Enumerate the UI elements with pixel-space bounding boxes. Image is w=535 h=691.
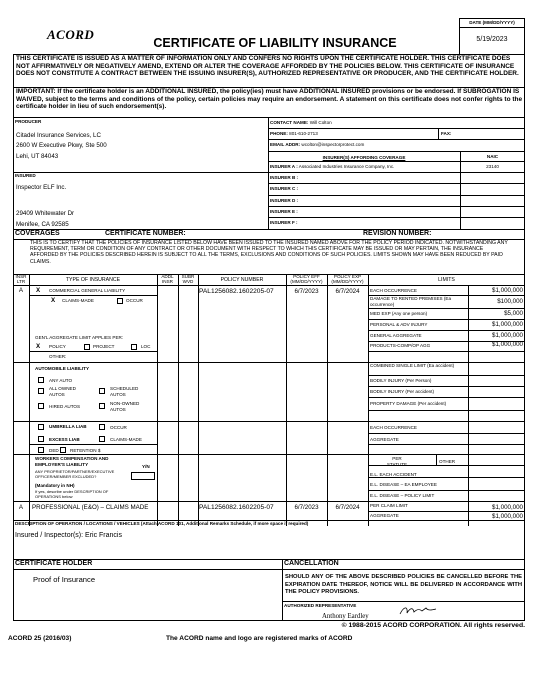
auto-hired-label: HIRED AUTOS (49, 404, 81, 409)
gl-occur-label: OCCUR (126, 298, 143, 303)
fax-label: FAX: (441, 131, 452, 136)
auto-non-owned-checkbox[interactable] (99, 403, 105, 409)
col-limits: LIMITS (438, 277, 455, 283)
cancellation-label: CANCELLATION (284, 560, 339, 567)
description-label: DESCRIPTION OF OPERATION / LOCATIONS / VEHICLES (Attach ACORD 101, Additional Remarks Schedule, if more space if required) (15, 521, 309, 526)
wc-limit-label: E.L. EACH ACCIDENT (370, 472, 417, 477)
insurer-c-label: INSURER C : (270, 186, 299, 191)
gl-limit-value: $1,000,000 (492, 341, 523, 348)
email-label: EMAIL ADDR: (270, 142, 301, 147)
important-notice: IMPORTANT: If the certificate holder is an ADDITIONAL INSURED, the policy(ies) must have ADDITIONAL INSURED provisions or be endorsed. If SUBROGATION IS WAIVED, subject to the terms and conditions of the policy, certain policies may require an endorsement. A statement on this certificate does not confer rights to the certificate holder in lieu of such endorsement(s). (16, 88, 523, 111)
email-value: wcolton@inspectorprotect.com (301, 142, 365, 147)
auto-any-label: ANY AUTO (49, 378, 73, 383)
gl-commercial-check: X (36, 287, 41, 294)
form-number: ACORD 25 (2016/03) (8, 635, 72, 642)
gl-limit-value: $1,000,000 (492, 321, 523, 328)
umbrella-occur-checkbox[interactable] (99, 424, 105, 430)
coverages-label: COVERAGES (15, 230, 60, 237)
coverages-statement: THIS IS TO CERTIFY THAT THE POLICIES OF INSURANCE LISTED BELOW HAVE BEEN ISSUED TO THE INSURED NAMED ABOVE FOR THE POLICY PERIOD INDICATED. NOTWITHSTANDING ANY REQUIREMENT, TERM OR CONDITION OF ANY CONTRACT OR OTHER DOCUMENT WITH RESPECT TO WHICH THIS CERTIFICATE MAY BE ISSUED OR MAY PERTAIN, THE INSURANCE AFFORDED BY THE POLICIES DESCRIBED HEREIN IS SUBJECT TO ALL THE TERMS, EXCLUSIONS AND CONDITIONS OF SUCH POLICIES. LIMITS SHOWN MAY HAVE BEEN REDUCED BY PAID CLAIMS. (30, 240, 508, 265)
contact-value: Will Colton (309, 120, 332, 125)
wc-limit-label: E.L. DISEASE – EA EMPLOYEE (370, 482, 437, 487)
authorized-rep-label: AUTHORIZED REPRESENTATIVE (284, 603, 357, 608)
acord-logo: ACORD (47, 27, 95, 42)
gl-limit-label: DAMAGE TO RENTED PREMISES (Ea occurrence) (370, 296, 452, 307)
signature-icon (398, 604, 438, 616)
insurer-a-value: Associated Industries Insurance Company, Inc. (298, 164, 395, 169)
gl-limit-label: PERSONAL & ADV INJURY (370, 322, 428, 327)
insurer-d-label: INSURER D : (270, 198, 299, 203)
excess-checkbox[interactable] (38, 436, 44, 442)
gl-commercial-label: COMMERCIAL GENERAL LIABILITY (49, 288, 126, 293)
umbrella-checkbox[interactable] (38, 424, 44, 430)
col-addl: ADDL INSR (161, 274, 174, 284)
col-type: TYPE OF INSURANCE (65, 277, 121, 283)
gl-limit-label: EACH OCCURRENCE (370, 288, 417, 293)
wc-other-label: OTHER (439, 459, 456, 464)
umbrella-limit-label: AGGREGATE (370, 437, 399, 442)
gl-project-label: PROJECT (93, 344, 115, 349)
gl-eff-date: 6/7/2023 (294, 288, 319, 295)
umbrella-claims-made-label: CLAIMS-MADE (110, 437, 142, 442)
description-text: Insured / Inspector(s): Eric Francis (15, 532, 122, 539)
wc-per-statute-label: PER STATUTE (386, 456, 408, 467)
wc-describe-label: If yes, describe under DESCRIPTION OF OPERATIONS below (35, 489, 109, 499)
insurer-f-label: INSURER F : (270, 220, 298, 225)
prof-limit-value: $1,000,000 (492, 504, 523, 511)
trademark-notice: The ACORD name and logo are registered marks of ACORD (166, 635, 353, 642)
insured-address-1: 29409 Whitewater Dr (16, 210, 75, 217)
gl-project-checkbox[interactable] (84, 344, 90, 350)
disclaimer-text: THIS CERTIFICATE IS ISSUED AS A MATTER OF INFORMATION ONLY AND CONFERS NO RIGHTS UPON THE CERTIFICATE HOLDER. THIS CERTIFICATE DOES NOT AFFIRMATIVELY OR NEGATIVELY AMEND, EXTEND OR ALTER THE COVERAGE AFFORDED BY THE POLICIES BELOW. THIS CERTIFICATE OF INSURANCE DOES NOT CONSTITUTE A CONTRACT BETWEEN THE ISSUING INSURER(S), AUTHORIZED REPRESENTATIVE OR PRODUCER, AND THE CERTIFICATE HOLDER. (16, 55, 519, 78)
gl-limit-value: $1,000,000 (492, 332, 523, 339)
auto-label: AUTOMOBILE LIABILITY (35, 366, 90, 371)
copyright: © 1988-2015 ACORD CORPORATION. All rights reserved. (341, 622, 525, 629)
page-title: CERTIFICATE OF LIABILITY INSURANCE (153, 36, 397, 50)
cancellation-text: SHOULD ANY OF THE ABOVE DESCRIBED POLICIES BE CANCELLED BEFORE THE EXPIRATION DATE THEREOF, NOTICE WILL BE DELIVERED IN ACCORDANCE WITH THE POLICY PROVISIONS. (285, 574, 522, 596)
gl-policy-label: POLICY (49, 344, 66, 349)
gl-loc-checkbox[interactable] (131, 344, 137, 350)
gl-limit-value: $1,000,000 (492, 287, 523, 294)
insurer-a (270, 164, 394, 170)
date-box (459, 18, 525, 55)
gl-other-label: OTHER: (49, 354, 67, 359)
insurer-a-naic: 23140 (486, 164, 499, 169)
insurers-heading: INSURER(S) AFFORDING COVERAGE (322, 155, 406, 160)
wc-yn-label: Y/N (142, 464, 150, 469)
wc-proprietor-label: ANY PROPRIETOR/PARTNER/EXECUTIVE OFFICER/MEMBER EXCLUDED? (35, 469, 115, 479)
gl-limit-label: PRODUCTS-COMP/OP AGG (370, 343, 431, 348)
certificate-number-label: CERTIFICATE NUMBER: (105, 230, 186, 237)
producer-name: Citadel Insurance Services, LC (16, 132, 101, 139)
prof-limit-value: $1,000,000 (492, 513, 523, 520)
insurer-a-label: INSURER A : (270, 164, 298, 169)
insurer-e-label: INSURER E : (270, 209, 298, 214)
wc-yn-box[interactable] (131, 472, 155, 480)
gl-limit-value: $100,000 (497, 298, 523, 305)
insurer-b-label: INSURER B : (270, 175, 299, 180)
gl-policy-number: PAL1256082.1602205-07 (199, 288, 274, 295)
contact-name (270, 120, 332, 126)
auto-scheduled-checkbox[interactable] (99, 388, 105, 394)
ded-checkbox[interactable] (38, 447, 44, 453)
auto-limit-label: BODILY INJURY (Per Person) (370, 378, 432, 383)
wc-limit-label: E.L. DISEASE – POLICY LIMIT (370, 493, 435, 498)
phone (270, 131, 318, 137)
col-subr: SUBR WVD (181, 274, 195, 284)
gl-limit-label: MED EXP (Any one person) (370, 311, 428, 316)
gl-policy-check: X (36, 343, 41, 350)
gl-limit-value: $5,000 (504, 310, 523, 317)
phone-value: 801-610-2713 (289, 131, 318, 136)
gl-loc-label: LOC (141, 344, 151, 349)
producer-label: PRODUCER (15, 119, 42, 124)
excess-label: EXCESS LIAB (49, 437, 80, 442)
contact-label: CONTACT NAME: (270, 120, 309, 125)
prof-limit-label: AGGREGATE (370, 513, 399, 518)
email (270, 142, 364, 148)
date-value: 5/19/2023 (476, 35, 508, 43)
prof-exp-date: 6/7/2024 (335, 504, 360, 511)
gl-agg-applies: GEN'L AGGREGATE LIMIT APPLIES PER: (35, 335, 124, 340)
producer-address-1: 2600 W Executive Pkwy, Ste 500 (16, 142, 107, 149)
gl-claims-made-check: X (51, 297, 56, 304)
gl-occur-checkbox[interactable] (117, 298, 123, 304)
col-eff: POLICY EFF (MM/DD/YYYY) (290, 274, 323, 284)
certificate-holder-text: Proof of Insurance (33, 575, 96, 584)
prof-limit-label: PER CLAIM LIMIT (370, 503, 408, 508)
date-label: DATE (MM/DD/YYYY) (460, 19, 524, 28)
gl-claims-made-label: CLAIMS-MADE (62, 298, 94, 303)
auto-all-owned-label: ALL OWNED AUTOS (49, 386, 76, 397)
col-exp: POLICY EXP (MM/DD/YYYY) (331, 274, 364, 284)
auto-limit-label: BODILY INJURY (Per accident) (370, 389, 434, 394)
auto-non-owned-label: NON-OWNED AUTOS (110, 401, 140, 412)
col-insr-ltr: INSR LTR (15, 274, 27, 284)
insured-address-2: Menifee, CA 92585 (16, 221, 69, 228)
umbrella-occur-label: OCCUR (110, 425, 127, 430)
auto-all-owned-checkbox[interactable] (38, 388, 44, 394)
insured-name: Inspector ELF Inc. (16, 184, 67, 191)
auto-scheduled-label: SCHEDULED AUTOS (110, 386, 139, 397)
col-policy-number: POLICY NUMBER (220, 277, 264, 283)
certificate-holder-label: CERTIFICATE HOLDER (15, 560, 93, 567)
gl-limit-label: GENERAL AGGREGATE (370, 333, 422, 338)
prof-insr-ltr: A (18, 504, 24, 511)
gl-exp-date: 6/7/2024 (335, 288, 360, 295)
authorized-rep-name: Anthony Eardley (322, 613, 369, 620)
prof-type: PROFESSIONAL (E&O) – CLAIMS MADE (32, 504, 149, 511)
producer-address-2: Lehi, UT 84043 (16, 153, 59, 160)
gl-insr-ltr: A (18, 287, 24, 294)
umbrella-label: UMBRELLA LIAB (49, 424, 87, 429)
wc-mandatory-label: (Mandatory in NH) (35, 483, 75, 488)
ded-label: DED (49, 448, 59, 453)
umbrella-limit-label: EACH OCCURRENCE (370, 425, 417, 430)
phone-label: PHONE: (270, 131, 288, 136)
auto-hired-checkbox[interactable] (38, 403, 44, 409)
auto-limit-label: PROPERTY DAMAGE (Per accident) (370, 401, 447, 406)
auto-any-checkbox[interactable] (38, 377, 44, 383)
naic-label: NAIC (486, 154, 499, 159)
prof-eff-date: 6/7/2023 (294, 504, 319, 511)
retention-label: RETENTION $ (70, 448, 101, 453)
umbrella-claims-made-checkbox[interactable] (99, 436, 105, 442)
insured-label: INSURED (15, 173, 36, 178)
wc-label: WORKERS COMPENSATION AND EMPLOYER'S LIABILITY (35, 456, 109, 467)
prof-policy-number: PAL1256082.1602205-07 (199, 504, 274, 511)
revision-number-label: REVISION NUMBER: (363, 230, 432, 237)
retention-checkbox[interactable] (60, 447, 66, 453)
auto-limit-label: COMBINED SINGLE LIMIT (Ea accident) (370, 363, 455, 368)
